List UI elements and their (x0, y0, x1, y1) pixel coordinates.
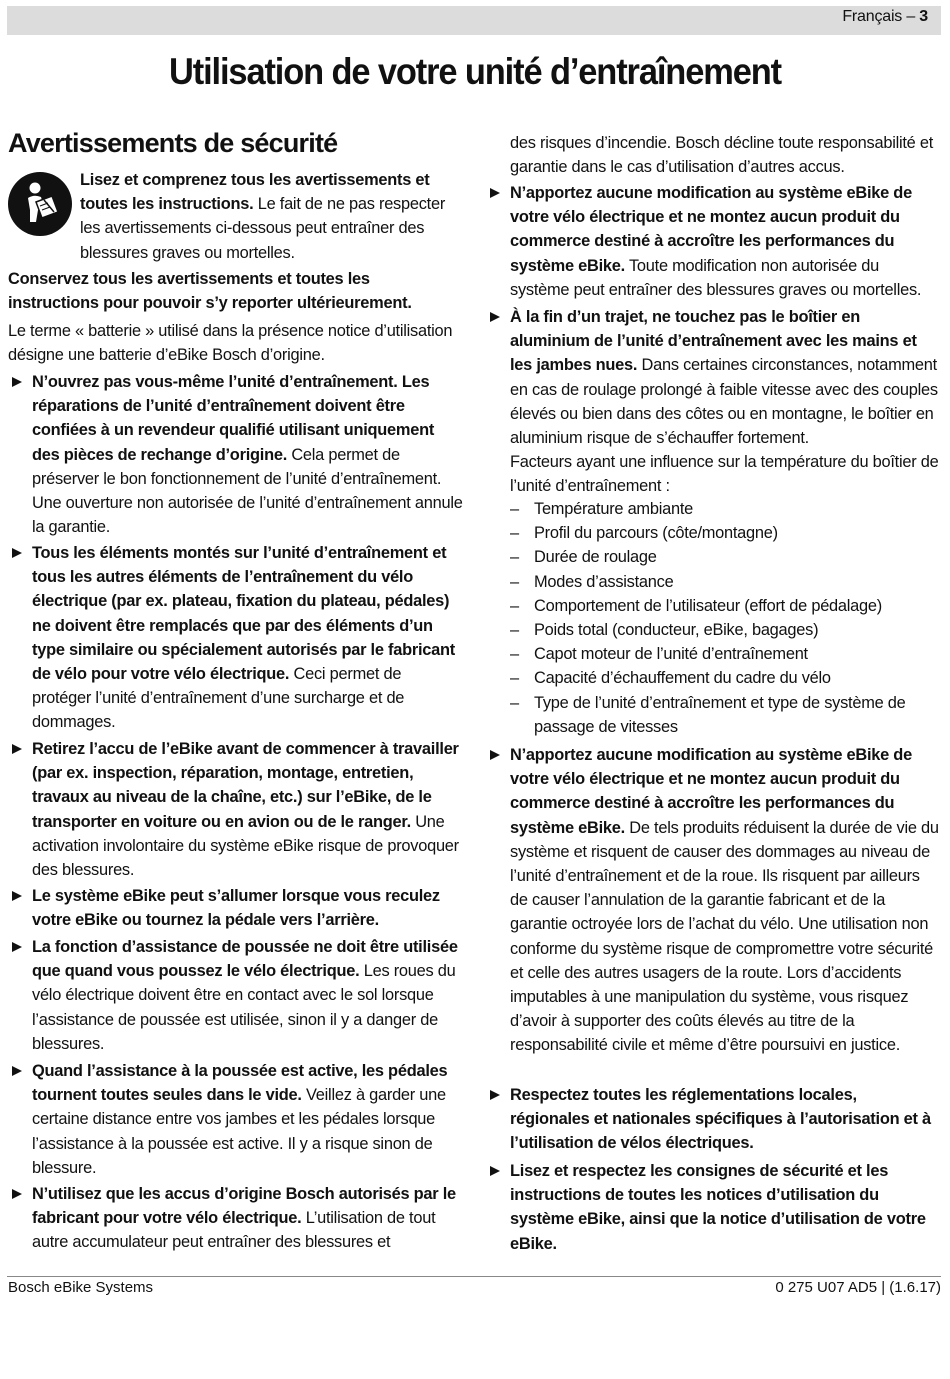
warning-bullet (32, 737, 464, 882)
bullet-arrow-icon (490, 312, 500, 322)
list-item: – Capacité d’échauffement du cadre du vélo (510, 666, 940, 690)
bullet-text: Cela permet de préserver le bon fonctionnement de l’unité d’entraînement. Une ouverture non autorisée de l’unité d’entraînement annule la garantie. (32, 445, 463, 537)
intro-paragraph (80, 168, 464, 265)
warning-bullet (32, 1182, 464, 1255)
bullet-arrow-icon (12, 548, 22, 558)
bullet-bold: À la fin d’un trajet, ne touchez pas le boîtier en aluminium de l’unité d’entraînement avec les mains et les jambes nues. (510, 308, 917, 375)
bullet-arrow-icon (12, 942, 22, 952)
bullet-text: Dans certaines circonstances, notamment en cas de roulage prolongé à faible vitesse avec des couples élevés ou bien dans des côtes ou en montagne, le boîtier en aluminium risque de s’échauffer fortement. (510, 356, 938, 448)
bullet-bold: Le système eBike peut s’allumer lorsque vous reculez votre eBike ou tournez la pédale vers l’arrière. (32, 887, 440, 930)
list-item: – Type de l’unité d’entraînement et type de système de passage de vitesses (510, 691, 940, 739)
bullet-bold: Quand l’assistance à la poussée est active, les pédales tournent toutes seules dans le vide. (32, 1062, 448, 1105)
warning-bullet (32, 935, 464, 1056)
bullet-bold: N’ouvrez pas vous-même l’unité d’entraînement. Les réparations de l’unité d’entraînement doivent être confiées à un revendeur qualifié utilisant uniquement des pièces de rechange d’origine. (32, 373, 435, 464)
header-bar (7, 6, 941, 35)
term-note: Le terme « batterie » utilisé dans la présence notice d’utilisation désigne une batterie d’eBike Bosch d’origine. (8, 322, 453, 365)
keep-instructions-text: Conservez tous les avertissements et toutes les instructions pour pouvoir s’y reporter ultérieurement. (8, 270, 412, 313)
bullet-arrow-icon (12, 1066, 22, 1076)
list-item: – Poids total (conducteur, eBike, bagages) (510, 618, 940, 642)
footer-rule (7, 1276, 941, 1277)
bullet-arrow-icon (12, 891, 22, 901)
bullet-text: Une activation involontaire du système eBike risque de provoquer des blessures. (32, 812, 459, 880)
factors-intro: Facteurs ayant une influence sur la température du boîtier de l’unité d’entraînement : (510, 453, 939, 496)
bullet-bold: N’apportez aucune modification au système eBike de votre vélo électrique et ne montez aucun produit du commerce destiné à accroître les performances du système eBike. (510, 746, 912, 837)
page-title: Utilisation de votre unité d’entraînement (169, 51, 781, 92)
bullet-bold: Retirez l’accu de l’eBike avant de commencer à travailler (par ex. inspection, réparation, montage, entretien, travaux au niveau de la chaîne, etc.) sur l’eBike, de le transporter en voiture ou en avion ou de le ranger. (32, 740, 459, 831)
bullet-arrow-icon (12, 1189, 22, 1199)
bullet-text: Veillez à garder une certaine distance entre vos jambes et les pédales lorsque l’assistance à la poussée est active. Il y a risque sinon de blessure. (32, 1086, 446, 1177)
section-heading: Avertissements de sécurité (8, 128, 338, 158)
bullet-arrow-icon (490, 750, 500, 760)
bullet-text: Les roues du vélo électrique doivent être en contact avec le sol lorsque l’assistance de poussée est utilisée, sinon il y a danger de blessures. (32, 962, 456, 1053)
bullet-arrow-icon (490, 188, 500, 198)
bullet-arrow-icon (12, 377, 22, 387)
footer-brand: Bosch eBike Systems (8, 1279, 154, 1296)
bullet-arrow-icon (490, 1090, 500, 1100)
warning-bullet (510, 743, 940, 1058)
continuation-text: des risques d’incendie. Bosch décline toute responsabilité et garantie dans le cas d’utilisation d’autres accus. (510, 134, 934, 177)
list-item: – Modes d’assistance (510, 570, 940, 594)
page-number: 3 (919, 8, 928, 25)
bullet-bold: Lisez et respectez les consignes de sécurité et les instructions de toutes les notices d’utilisation du système eBike, ainsi que la notice d’utilisation de votre eBike. (510, 1162, 926, 1253)
bullet-arrow-icon (12, 744, 22, 754)
header-language: Français – (842, 8, 916, 25)
intro-text: Le fait de ne pas respecter les avertissements ci-dessous peut entraîner des blessures graves ou mortelles. (80, 195, 446, 262)
warning-bullet (510, 1159, 940, 1256)
temperature-factors-list (510, 497, 940, 739)
list-item: – Température ambiante (510, 497, 940, 521)
warning-bullet (510, 1083, 940, 1156)
bullet-text: L’utilisation de tout autre accumulateur peut entraîner des blessures et (32, 1209, 436, 1252)
warning-bullet (32, 541, 464, 735)
bullet-bold: N’utilisez que les accus d’origine Bosch autorisés par le fabricant pour votre vélo électrique. (32, 1185, 456, 1228)
list-item: – Capot moteur de l’unité d’entraînement (510, 642, 940, 666)
bullet-bold: Respectez toutes les réglementations locales, régionales et nationales spécifiques à l’autorisation et à l’utilisation de vélos électriques. (510, 1086, 931, 1153)
list-item: – Profil du parcours (côte/montagne) (510, 521, 940, 545)
bullet-text: Toute modification non autorisée du système peut entraîner des blessures graves ou mortelles. (510, 256, 922, 299)
bullet-text: De tels produits réduisent la durée de vie du système et risquent de causer des dommages au niveau de l’unité d’entraînement et de la roue. Ils risquent par ailleurs de causer l’annulation de la garantie fabricant et de la garantie octroyée lors de l’achat du vélo. Une utilisation non conforme du système risque de compromettre votre sécurité et celle des autres usagers de la route. Lors d’accidents imputables à une manipulation du système, vous risquez d’avoir à supporter des coûts élevés au titre de la responsabilité civile et même d’être poursuivi en justice. (510, 818, 939, 1055)
page-header (842, 8, 928, 26)
bullet-bold: Tous les éléments montés sur l’unité d’entraînement et tous les autres éléments de l’entraînement du vélo électrique (par ex. plateau, fixation du plateau, pédales) ne doivent être remplacés que par des éléments d’un type similaire ou spécialement autorisés par le fabricant de vélo pour votre vélo électrique. (32, 544, 455, 684)
read-manual-icon (8, 172, 72, 236)
warning-bullet (32, 1059, 464, 1180)
warning-bullet (32, 884, 464, 932)
warning-bullet (510, 305, 940, 499)
bullet-text: Ceci permet de protéger l’unité d’entraînement d’une surcharge et de dommages. (32, 665, 405, 732)
intro-bold: Lisez et comprenez tous les avertissements et toutes les instructions. (80, 171, 430, 214)
warning-bullet (510, 181, 940, 302)
warning-bullet (32, 370, 464, 539)
list-item: – Comportement de l’utilisateur (effort de pédalage) (510, 594, 940, 618)
list-item: – Durée de roulage (510, 545, 940, 569)
bullet-bold: N’apportez aucune modification au système eBike de votre vélo électrique et ne montez aucun produit du commerce destiné à accroître les performances du système eBike. (510, 184, 912, 275)
footer-doc-ref: 0 275 U07 AD5 | (1.6.17) (775, 1279, 941, 1296)
keep-instructions (8, 267, 464, 315)
bullet-arrow-icon (490, 1166, 500, 1176)
bullet-bold: La fonction d’assistance de poussée ne doit être utilisée que quand vous poussez le vélo électrique. (32, 938, 458, 981)
